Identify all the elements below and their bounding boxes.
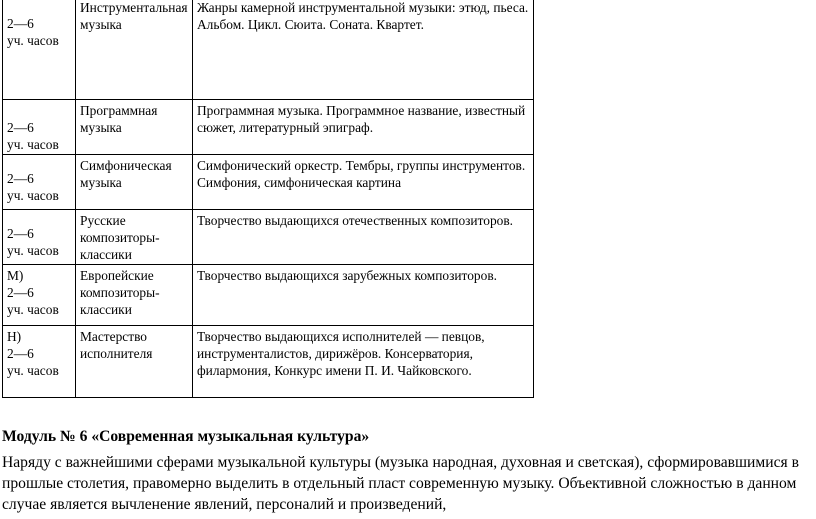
hours-line: 2—6	[7, 16, 34, 31]
hours-line: уч. часов	[7, 363, 59, 378]
content-text: Жанры камерной инструментальной музыки: этюд, пьеса. Альбом. Цикл. Сюита. Соната. Квартет.	[197, 0, 529, 32]
topic-cell: Русские композиторы-классики	[76, 210, 193, 265]
hours-line: 2—6	[7, 120, 34, 135]
hours-line: уч. часов	[7, 302, 59, 317]
content-cell	[193, 0, 534, 100]
hours-cell	[3, 265, 76, 326]
content-cell: Программная музыка. Программное название, известный сюжет, литературный эпиграф.	[193, 100, 534, 155]
topic-cell: Программная музыка	[76, 100, 193, 155]
hours-line: Н)	[7, 329, 22, 344]
hours-line: 2—6	[7, 285, 34, 300]
hours-cell	[3, 210, 76, 265]
module-heading: Модуль № 6 «Современная музыкальная культура»	[2, 428, 370, 445]
content-cell: Творчество выдающихся отечественных композиторов.	[193, 210, 534, 265]
hours-cell	[3, 0, 76, 100]
topic-cell: Мастерство исполнителя	[76, 326, 193, 398]
table-row	[3, 100, 534, 155]
hours-line: 2—6	[7, 171, 34, 186]
table-row	[3, 0, 534, 100]
hours-line: 2—6	[7, 226, 34, 241]
topic-cell: Европейские композиторы-классики	[76, 265, 193, 326]
topic-cell: Инструментальная музыка	[76, 0, 193, 100]
hours-line: 2—6	[7, 346, 34, 361]
hours-line: уч. часов	[7, 188, 59, 203]
topic-cell: Симфоническая музыка	[76, 155, 193, 210]
hours-line: уч. часов	[7, 137, 59, 152]
content-cell: Творчество выдающихся зарубежных композиторов.	[193, 265, 534, 326]
hours-cell	[3, 326, 76, 398]
content-cell: Симфонический оркестр. Тембры, группы инструментов. Симфония, симфоническая картина	[193, 155, 534, 210]
table-row	[3, 326, 534, 398]
content-cell: Творчество выдающихся исполнителей — певцов, инструменталистов, дирижёров. Консерватория, филармония, Конкурс имени П. И. Чайковского.	[193, 326, 534, 398]
hours-line: М)	[7, 268, 24, 283]
table-row	[3, 155, 534, 210]
table-row	[3, 265, 534, 326]
hours-line: уч. часов	[7, 243, 59, 258]
curriculum-table	[2, 0, 534, 398]
hours-line: уч. часов	[7, 33, 59, 48]
hours-cell	[3, 155, 76, 210]
hours-cell	[3, 100, 76, 155]
table-row	[3, 210, 534, 265]
module-body-paragraph: Наряду с важнейшими сферами музыкальной культуры (музыка народная, духовная и светская), сформировавшимися в прошлые столетия, правомерно выделить в отдельный пласт современную музыку. Объективной сложностью в данном случае является вычленение явлений, персоналий и произведений,	[2, 454, 799, 513]
